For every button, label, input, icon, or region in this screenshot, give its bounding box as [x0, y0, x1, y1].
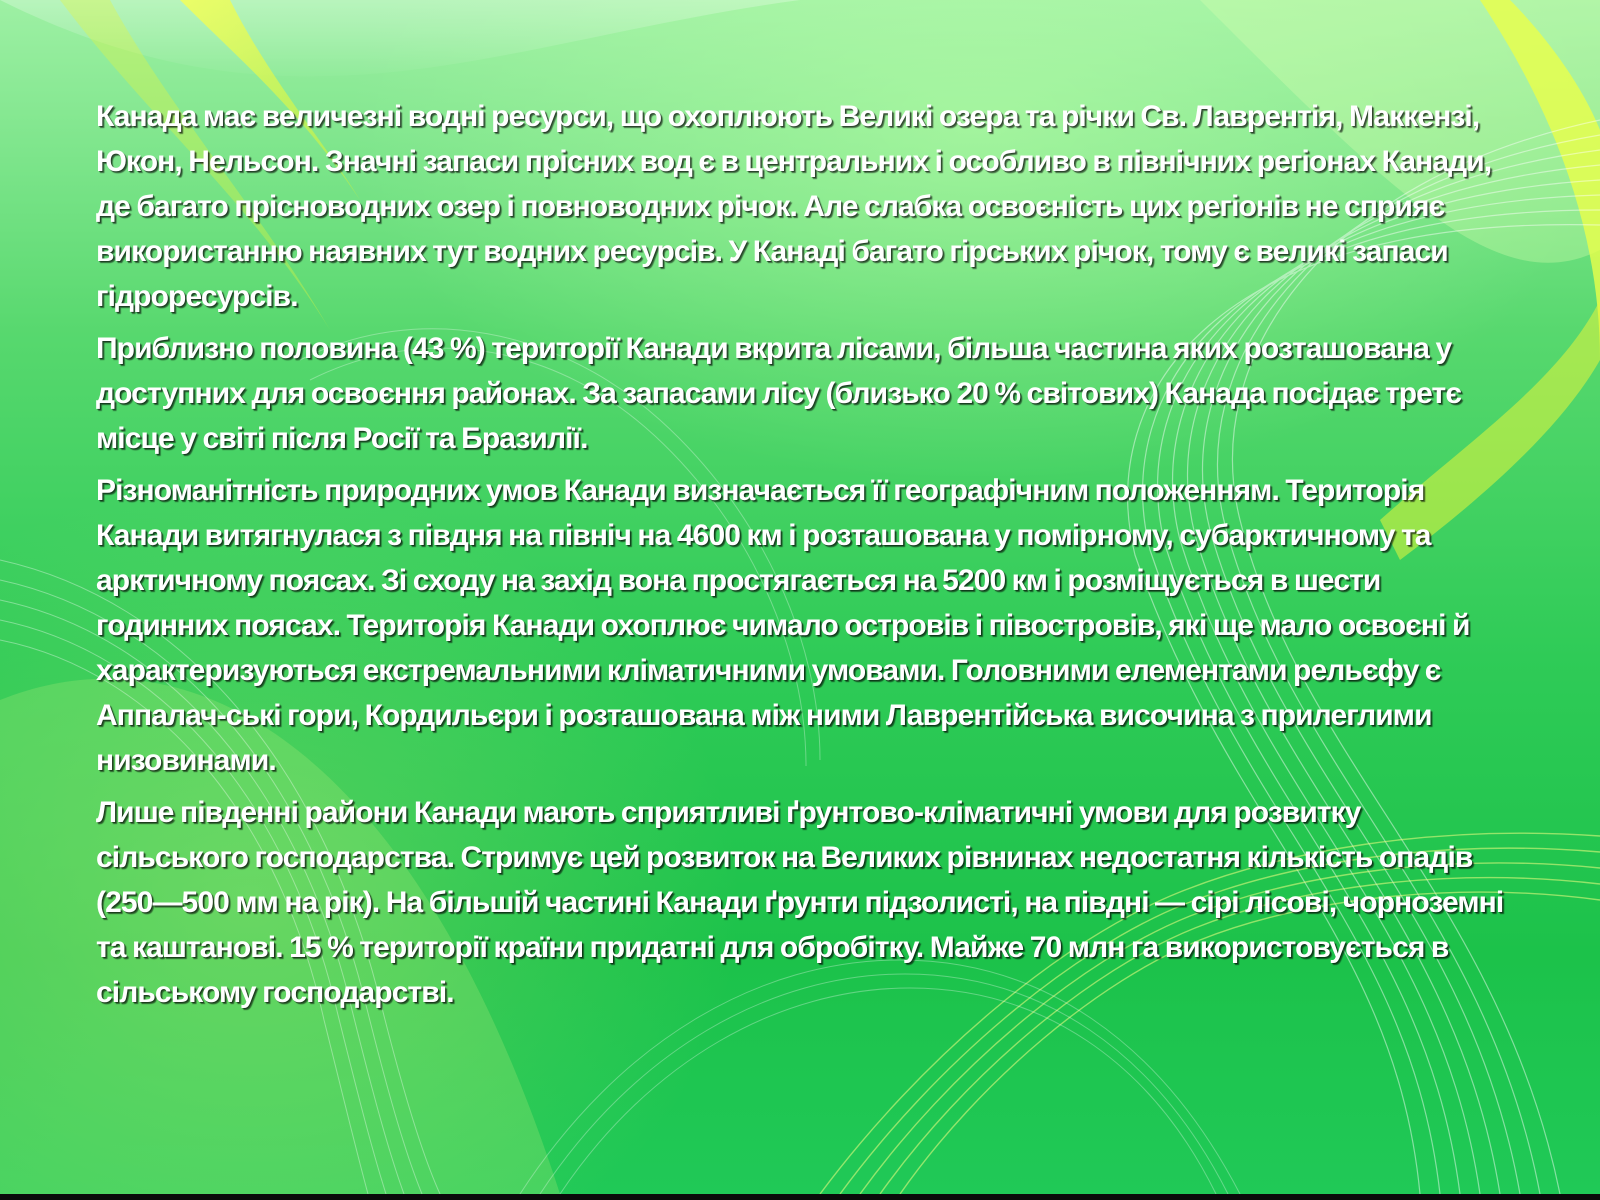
paragraph-water-resources: Канада має величезні водні ресурси, що охоплюють Великі озера та річки Св. Лаврентія, Маккензі, Юкон, Нельсон. Значні запаси прісних вод є в центральних і особливо в північних регіонах Канади, де багато прісноводних озер і повноводних річок. Але слабка освоєність цих регіонів не сприяє використанню наявних тут водних ресурсів. У Канаді багато гірських річок, тому є великі запаси гідроресурсів. [96, 100, 1492, 313]
bottom-edge-bar [0, 1194, 1600, 1200]
paragraph-natural-conditions: Різноманітність природних умов Канади визначається її географічним положенням. Територія Канади витягнулася з півдня на північ на 4600 км і розташована у помірному, субарктичному та арктичному поясах. Зі сходу на захід вона простягається на 5200 км і розміщується в шести годинних поясах. Територія Канади охоплює чимало островів і півостровів, які ще мало освоєні й характеризуються екстремальними кліматичними умовами. Головними елементами рельєфу є Аппалач-ські гори, Кордильєри і розташована між ними Лаврентійська височина з прилеглими низовинами. [96, 474, 1470, 777]
paragraph-agriculture: Лише південні райони Канади мають сприятливі ґрунтово-кліматичні умови для розвитку сільського господарства. Стримує цей розвиток на Великих рівнинах недостатня кількість опадів (250—500 мм на рік). На більшій частині Канади ґрунти підзолисті, на півдні — сірі лісові, чорноземні та каштанові. 15 % території країни придатні для обробітку. Майже 70 млн га використовується в сільському господарстві. [96, 796, 1504, 1009]
slide-text-body [96, 94, 1516, 1022]
paragraph-forests: Приблизно половина (43 %) території Канади вкрита лісами, більша частина яких розташована у доступних для освоєння районах. За запасами лісу (близько 20 % світових) Канада посідає третє місце у світі після Росії та Бразилії. [96, 332, 1462, 455]
